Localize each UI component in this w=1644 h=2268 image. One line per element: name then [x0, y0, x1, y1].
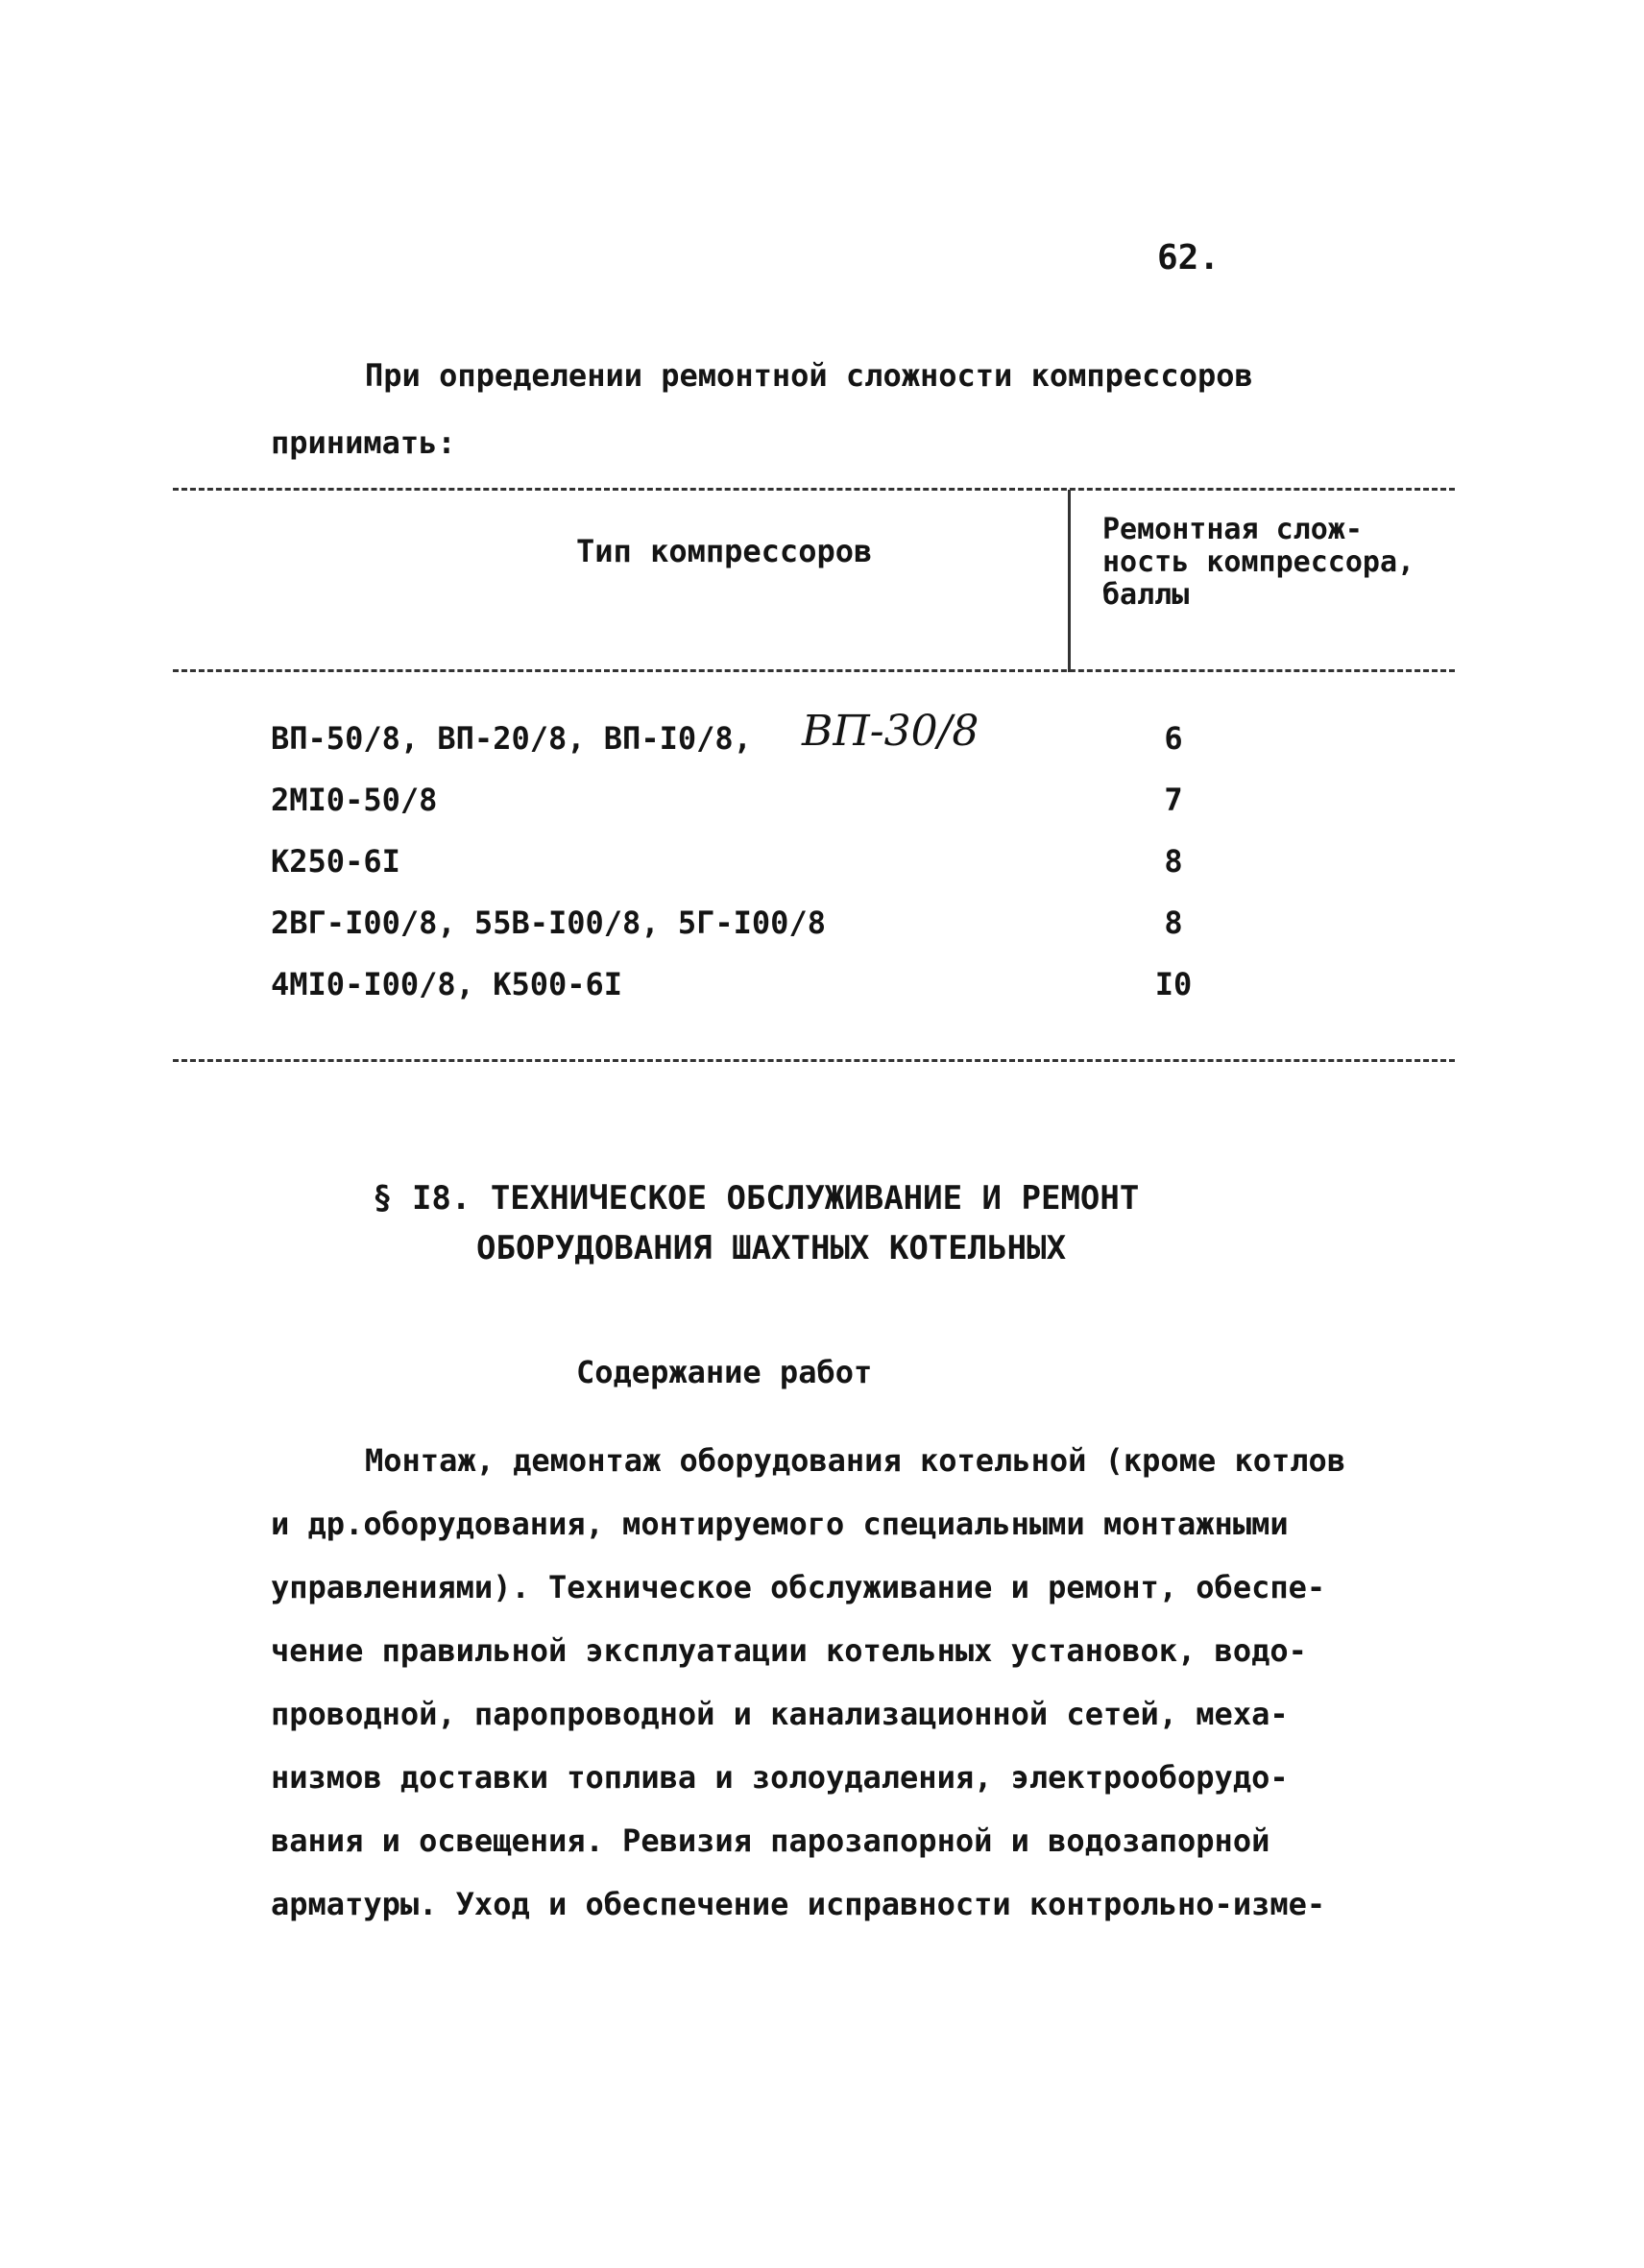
header-complexity-line-3: баллы: [1102, 578, 1190, 612]
table-top-rule: [173, 488, 1455, 491]
table-row: [271, 966, 1500, 1027]
table-row: [271, 905, 1500, 966]
body-line: и др.оборудования, монтируемого специальными монтажными: [271, 1506, 1289, 1542]
body-line: проводной, паропроводной и канализационной сетей, меха-: [271, 1696, 1289, 1732]
header-complexity-line-1: Ремонтная слож-: [1102, 513, 1363, 546]
section-heading-line-2: ОБОРУДОВАНИЯ ШАХТНЫХ КОТЕЛЬНЫХ: [476, 1229, 1067, 1267]
body-line: чение правильной эксплуатации котельных установок, водо-: [271, 1632, 1307, 1669]
table-row: [271, 782, 1500, 843]
table-body: [271, 707, 1500, 1027]
complexity-cell: 7: [1164, 782, 1183, 818]
body-line: управлениями). Техническое обслуживание и ремонт, обеспе-: [271, 1569, 1326, 1605]
table-header-rule: [173, 669, 1455, 672]
compressor-type-cell: 2МI0-50/8: [271, 782, 438, 818]
section-heading-line-1: § I8. ТЕХНИЧЕСКОЕ ОБСЛУЖИВАНИЕ И РЕМОНТ: [373, 1179, 1140, 1218]
complexity-cell: 8: [1164, 905, 1183, 941]
table-row: [271, 843, 1500, 905]
complexity-cell: 6: [1164, 720, 1183, 757]
intro-paragraph: [271, 342, 1404, 476]
compressor-type-cell: 4МI0-I00/8, К500-6I: [271, 966, 623, 1002]
compressor-type-cell: ВП-50/8, ВП-20/8, ВП-I0/8,: [271, 720, 752, 757]
header-repair-complexity: [1102, 514, 1414, 612]
header-compressor-type: Тип компрессоров: [576, 533, 873, 569]
complexity-cell: 8: [1164, 843, 1183, 880]
table-bottom-rule: [173, 1059, 1455, 1062]
intro-line-2: принимать:: [271, 424, 456, 461]
body-line: арматуры. Уход и обеспечение исправности контрольно-изме-: [271, 1886, 1326, 1922]
handwritten-annotation: ВП-30/8: [802, 707, 979, 756]
body-line: низмов доставки топлива и золоудаления, электрооборудо-: [271, 1759, 1289, 1796]
table-header-divider: [1068, 490, 1071, 672]
intro-line-1: При определении ремонтной сложности компрессоров: [365, 357, 1253, 394]
page-number: 62.: [1157, 238, 1221, 277]
compressor-type-cell: К250-6I: [271, 843, 400, 880]
complexity-cell: I0: [1154, 966, 1193, 1002]
compressor-type-cell: 2ВГ-I00/8, 55В-I00/8, 5Г-I00/8: [271, 905, 826, 941]
table-row: [271, 707, 1500, 782]
body-paragraph: [271, 1429, 1462, 1936]
body-line: Монтаж, демонтаж оборудования котельной (кроме котлов: [365, 1442, 1346, 1479]
subheading: Содержание работ: [576, 1354, 873, 1390]
body-line: вания и освещения. Ревизия парозапорной и водозапорной: [271, 1822, 1270, 1859]
header-complexity-line-2: ность компрессора,: [1102, 545, 1415, 579]
